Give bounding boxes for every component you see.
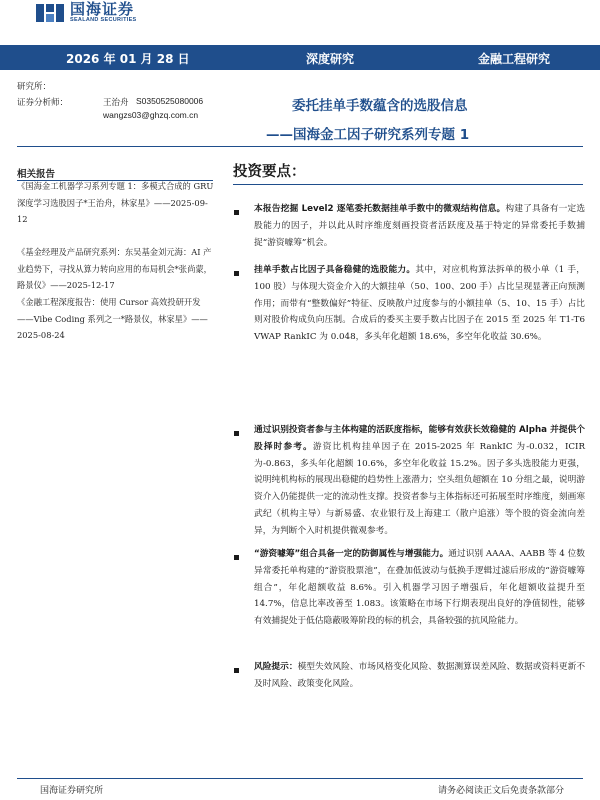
summary-item-2-text: 其中，对应机构算法拆单的极小单（1 手，100 股）与体现大资金介入的大额挂单（50、100、200 手）占比呈现显著正向预测作用；而带有“整数偏好”特征、反映散户过度参与的小额挂单（5、10、15 手）占比则对股价构成负向压制。合成后的委买主要手数占比因子在 2015 至 2025 年 T1-T6 VWAP RankIC 为 0.048，多头年化超额 18.6%，多空年化收益 30.6%。 xyxy=(254,265,585,343)
analyst-email[interactable]: wangzs03@ghzq.com.cn xyxy=(103,110,199,120)
bullet-icon xyxy=(234,271,239,276)
summary-item-1-lead: 本报告挖掘 Level2 逐笔委托数据挂单手数中的微观结构信息。 xyxy=(254,204,506,214)
report-date: 2026 年 01 月 28 日 xyxy=(66,52,190,66)
summary-item-3-lead: 通过识别投资者参与主体构建的活跃度指标，能够有效获长效稳健的 Alpha 并提供个股择时参考。 xyxy=(254,425,585,452)
related-reports-heading: 相关报告 xyxy=(17,169,56,180)
sealand-logo-icon xyxy=(34,2,66,24)
summary-item-2-lead: 挂单手数占比因子具备稳健的选股能力。 xyxy=(254,265,416,275)
summary-divider xyxy=(233,184,583,185)
bullet-icon xyxy=(234,210,239,215)
summary-item-4-lead: “游资噱筹”组合具备一定的防御属性与增强能力。 xyxy=(254,549,449,559)
header-divider xyxy=(17,146,583,147)
analyst-label: 证券分析师： xyxy=(17,98,69,108)
analyst-cert-no: S0350525080006 xyxy=(136,96,204,106)
risk-warning-label: 风险提示： xyxy=(254,662,298,672)
related-report-2[interactable]: 《基金经理及产品研究系列：东吴基金刘元海：AI 产业趋势下，寻找从算力转向应用的布局机会*张尚蒙，路景仪》——2025-12-17 xyxy=(17,247,212,290)
summary-item-1-text: 构建了具备有一定选股能力的因子，并以此从时序维度刻画投资者活跃度及基于特定的异常委托手数捕捉“游资噱筹”机会。 xyxy=(254,204,586,248)
summary-title: 投资要点： xyxy=(233,164,306,180)
summary-item-2 xyxy=(254,262,585,346)
report-department: 金融工程研究 xyxy=(478,52,551,66)
research-label: 研究所： xyxy=(17,82,52,92)
bullet-icon xyxy=(234,555,239,560)
summary-item-4-text: 通过识别 AAAA、AABB 等 4 位数异常委托单构建的“游资股票池”，在叠加低波动与低换手逻辑过滤后形成的“游资噱筹组合”，年化超额收益 8.6%。引入机器学习因子增强后，年化超额收益提升至 14.7%，信息比率改善至 1.083。该策略在市场下行期表现出良好的净值韧性，能够有效捕捉处于低估隐蔽吸筹阶段的标的机会，具备较强的抗风险能力。 xyxy=(254,549,585,627)
risk-warning-text: 模型失效风险、市场风格变化风险、数据测算误差风险、数据或资料更新不及时风险、政策变化风险。 xyxy=(254,662,586,689)
report-title: 委托挂单手数蕴含的选股信息 xyxy=(292,98,468,114)
summary-item-1 xyxy=(254,201,585,251)
report-subtitle: ——国海金工因子研究系列专题 1 xyxy=(266,127,470,143)
report-category: 深度研究 xyxy=(306,52,355,66)
summary-item-3 xyxy=(254,422,585,540)
brand-name-cn: 国海证券 xyxy=(70,0,135,19)
footer-disclaimer-note: 请务必阅读正文后免责条款部分 xyxy=(437,786,564,796)
related-report-1[interactable]: 《国海金工机器学习系列专题 1：多模式合成的 GRU 深度学习选股因子*王治舟，林家星》——2025-09-12 xyxy=(17,181,214,224)
bullet-icon xyxy=(234,431,239,436)
header-bar xyxy=(0,45,600,70)
brand-name-en: SEALAND SECURITIES xyxy=(70,17,137,24)
brand-logo xyxy=(34,2,137,24)
related-report-3[interactable]: 《金融工程深度报告：使用 Cursor 高效投研开发——Vibe Coding 系列之一*路景仪，林家星》——2025-08-24 xyxy=(17,297,208,340)
footer-institute: 国海证券研究所 xyxy=(40,786,104,796)
analyst-name: 王治舟 xyxy=(103,98,129,108)
footer-divider xyxy=(17,778,583,779)
bullet-icon xyxy=(234,668,239,673)
summary-item-4 xyxy=(254,546,585,630)
summary-item-3-text: 游资比机构挂单因子在 2015-2025 年 RankIC 为-0.032，ICIR 为-0.863，多头年化超额 10.6%，多空年化收益 15.2%。因子多头选股能力更强，说明纯机构标的展现出稳健的趋势性上涨潜力；空头组负超额在 10 分组之最，说明游资介入仍能提供一定的流动性支撑。投资者参与主体指标还可拓展至时序维度，刻画寒武纪（机构主导）与新易盛、农业银行及上海建工（散户追涨）等个股的资金流向差异，为判断个入时机提供微观参考。 xyxy=(254,441,586,536)
summary-item-5 xyxy=(254,659,585,693)
